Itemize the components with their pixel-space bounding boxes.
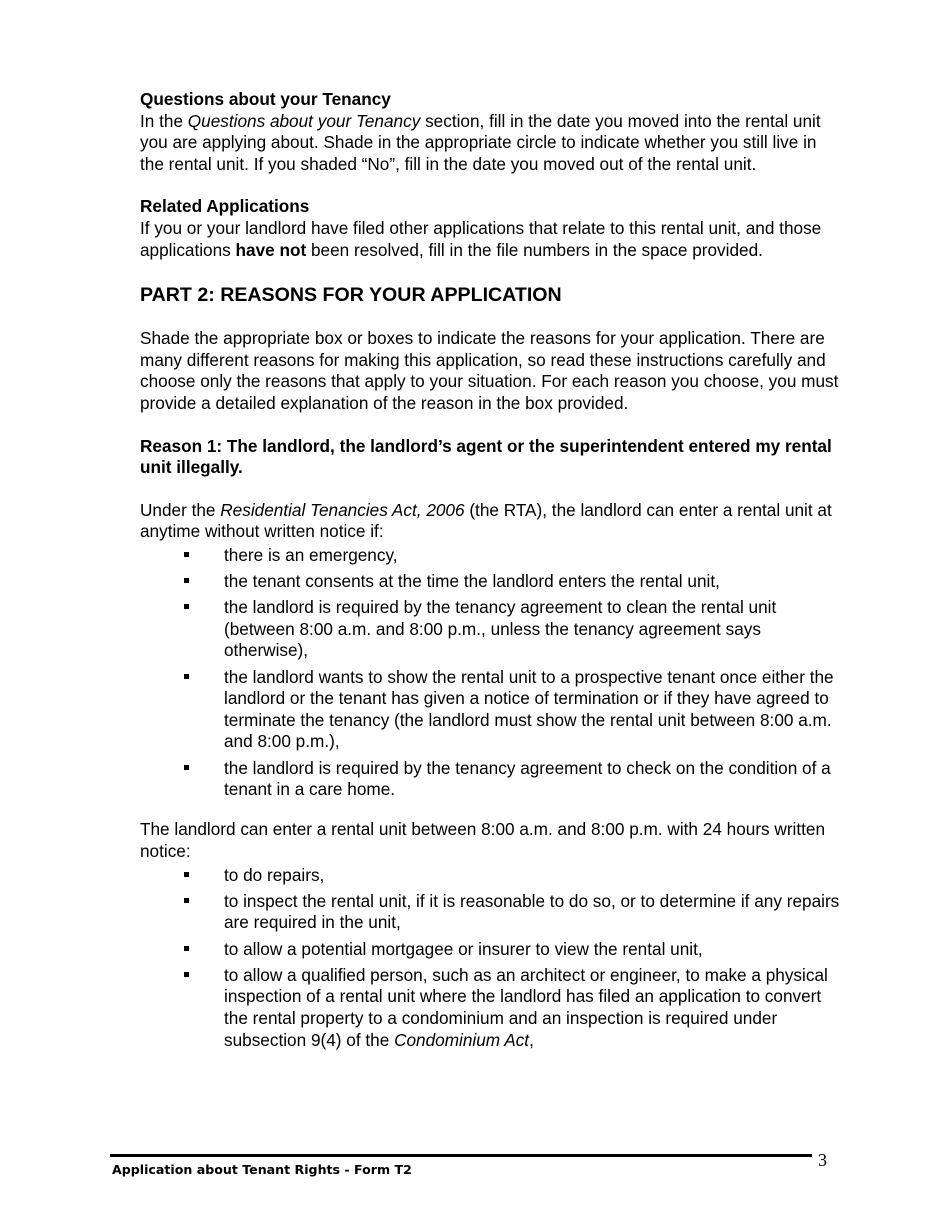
list-item-text: the landlord is required by the tenancy agreement to check on the condition of a tenant in a care home.	[224, 757, 831, 800]
bullet-square-icon	[184, 765, 189, 770]
bullet-square-icon	[184, 946, 189, 951]
related-paragraph	[140, 218, 845, 261]
list-item	[140, 865, 845, 887]
tenancy-paragraph	[140, 111, 845, 176]
list-item-text: the landlord is required by the tenancy agreement to clean the rental unit (between 8:00 a.m. and 8:00 p.m., unless the tenancy agreement says otherwise),	[224, 597, 777, 661]
notice-paragraph: The landlord can enter a rental unit between 8:00 a.m. and 8:00 p.m. with 24 hours written notice:	[140, 819, 826, 861]
list-item-text: to allow a potential mortgagee or insurer to view the rental unit,	[224, 938, 703, 959]
text-run: section, fill in the date you moved into the rental unit you are applying about. Shade in the appropriate circle to indicate whether you still live in the rental unit. If you shaded “No”, fill in the date you moved out of the rental unit.	[140, 110, 821, 174]
list-item-text: to inspect the rental unit, if it is reasonable to do so, or to determine if any repairs are required in the unit,	[224, 890, 840, 933]
text-run: to allow a qualified person, such as an architect or engineer, to make a physical inspection of a rental unit where the landlord has filed an application to convert the rental property to a condominium and an inspection is required under subsection 9(4) of the	[224, 964, 828, 1050]
no-notice-list	[140, 545, 845, 801]
list-item	[140, 571, 845, 593]
list-item	[140, 758, 845, 801]
with-notice-list	[140, 865, 845, 1052]
text-run-italic: Condominium Act	[394, 1029, 530, 1050]
list-item	[140, 939, 845, 961]
footer-rule	[110, 1154, 812, 1157]
text-run: (the RTA)	[464, 499, 543, 520]
text-run: If you or your landlord have filed other applications that relate to this rental unit, and those applications	[140, 217, 822, 260]
list-item-text: the tenant consents at the time the landlord enters the rental unit,	[224, 571, 720, 592]
bullet-square-icon	[184, 674, 189, 679]
text-run: been resolved, fill in the file numbers in the space provided.	[306, 239, 763, 260]
part2-intro: Shade the appropriate box or boxes to indicate the reasons for your application. There are many different reasons for making this application, so read these instructions carefully and choose only the reasons that apply to your situation. For each reason you choose, you must provide a detailed explanation of the reason in the box provided.	[140, 328, 839, 413]
list-item	[140, 667, 845, 753]
list-item	[140, 891, 845, 934]
text-run-italic: Questions about your Tenancy	[187, 110, 421, 131]
footer-form-name: Application about Tenant Rights - Form T2	[112, 1162, 412, 1177]
bullet-square-icon	[184, 898, 189, 903]
list-item	[140, 545, 845, 567]
text-run: Under the	[140, 499, 221, 520]
list-item	[140, 597, 845, 662]
text-run-italic-comma: , the landlord can enter a rental unit at anytime without written notice if:	[140, 499, 832, 542]
bullet-square-icon	[184, 604, 189, 609]
list-item-text: to do repairs,	[224, 864, 325, 885]
list-item-text: the landlord wants to show the rental unit to a prospective tenant once either the landlord or the tenant has given a notice of termination or if they have agreed to terminate the tenancy (the landlord must show the rental unit between 8:00 a.m. and 8:00 p.m.),	[224, 666, 834, 752]
reason1-heading: Reason 1: The landlord, the landlord’s agent or the superintendent entered my rental unit illegally.	[140, 435, 832, 478]
page-content	[140, 89, 845, 1056]
part2-title: PART 2: REASONS FOR YOUR APPLICATION	[140, 284, 562, 307]
related-heading: Related Applications	[140, 196, 310, 217]
bullet-square-icon	[184, 972, 189, 977]
tenancy-heading: Questions about your Tenancy	[140, 89, 391, 109]
text-run-italic: Residential Tenancies Act, 2006	[220, 499, 465, 520]
bullet-square-icon	[184, 552, 189, 557]
list-item-text	[224, 965, 828, 1050]
bullet-square-icon	[184, 872, 189, 877]
text-run: ,	[529, 1029, 534, 1050]
text-run-bold: have not	[235, 239, 307, 260]
page-number: 3	[818, 1150, 827, 1170]
list-item-text: there is an emergency,	[224, 544, 398, 565]
text-run: In the	[140, 110, 188, 131]
bullet-square-icon	[184, 578, 189, 583]
list-item	[140, 965, 845, 1051]
reason1-paragraph	[140, 500, 845, 543]
